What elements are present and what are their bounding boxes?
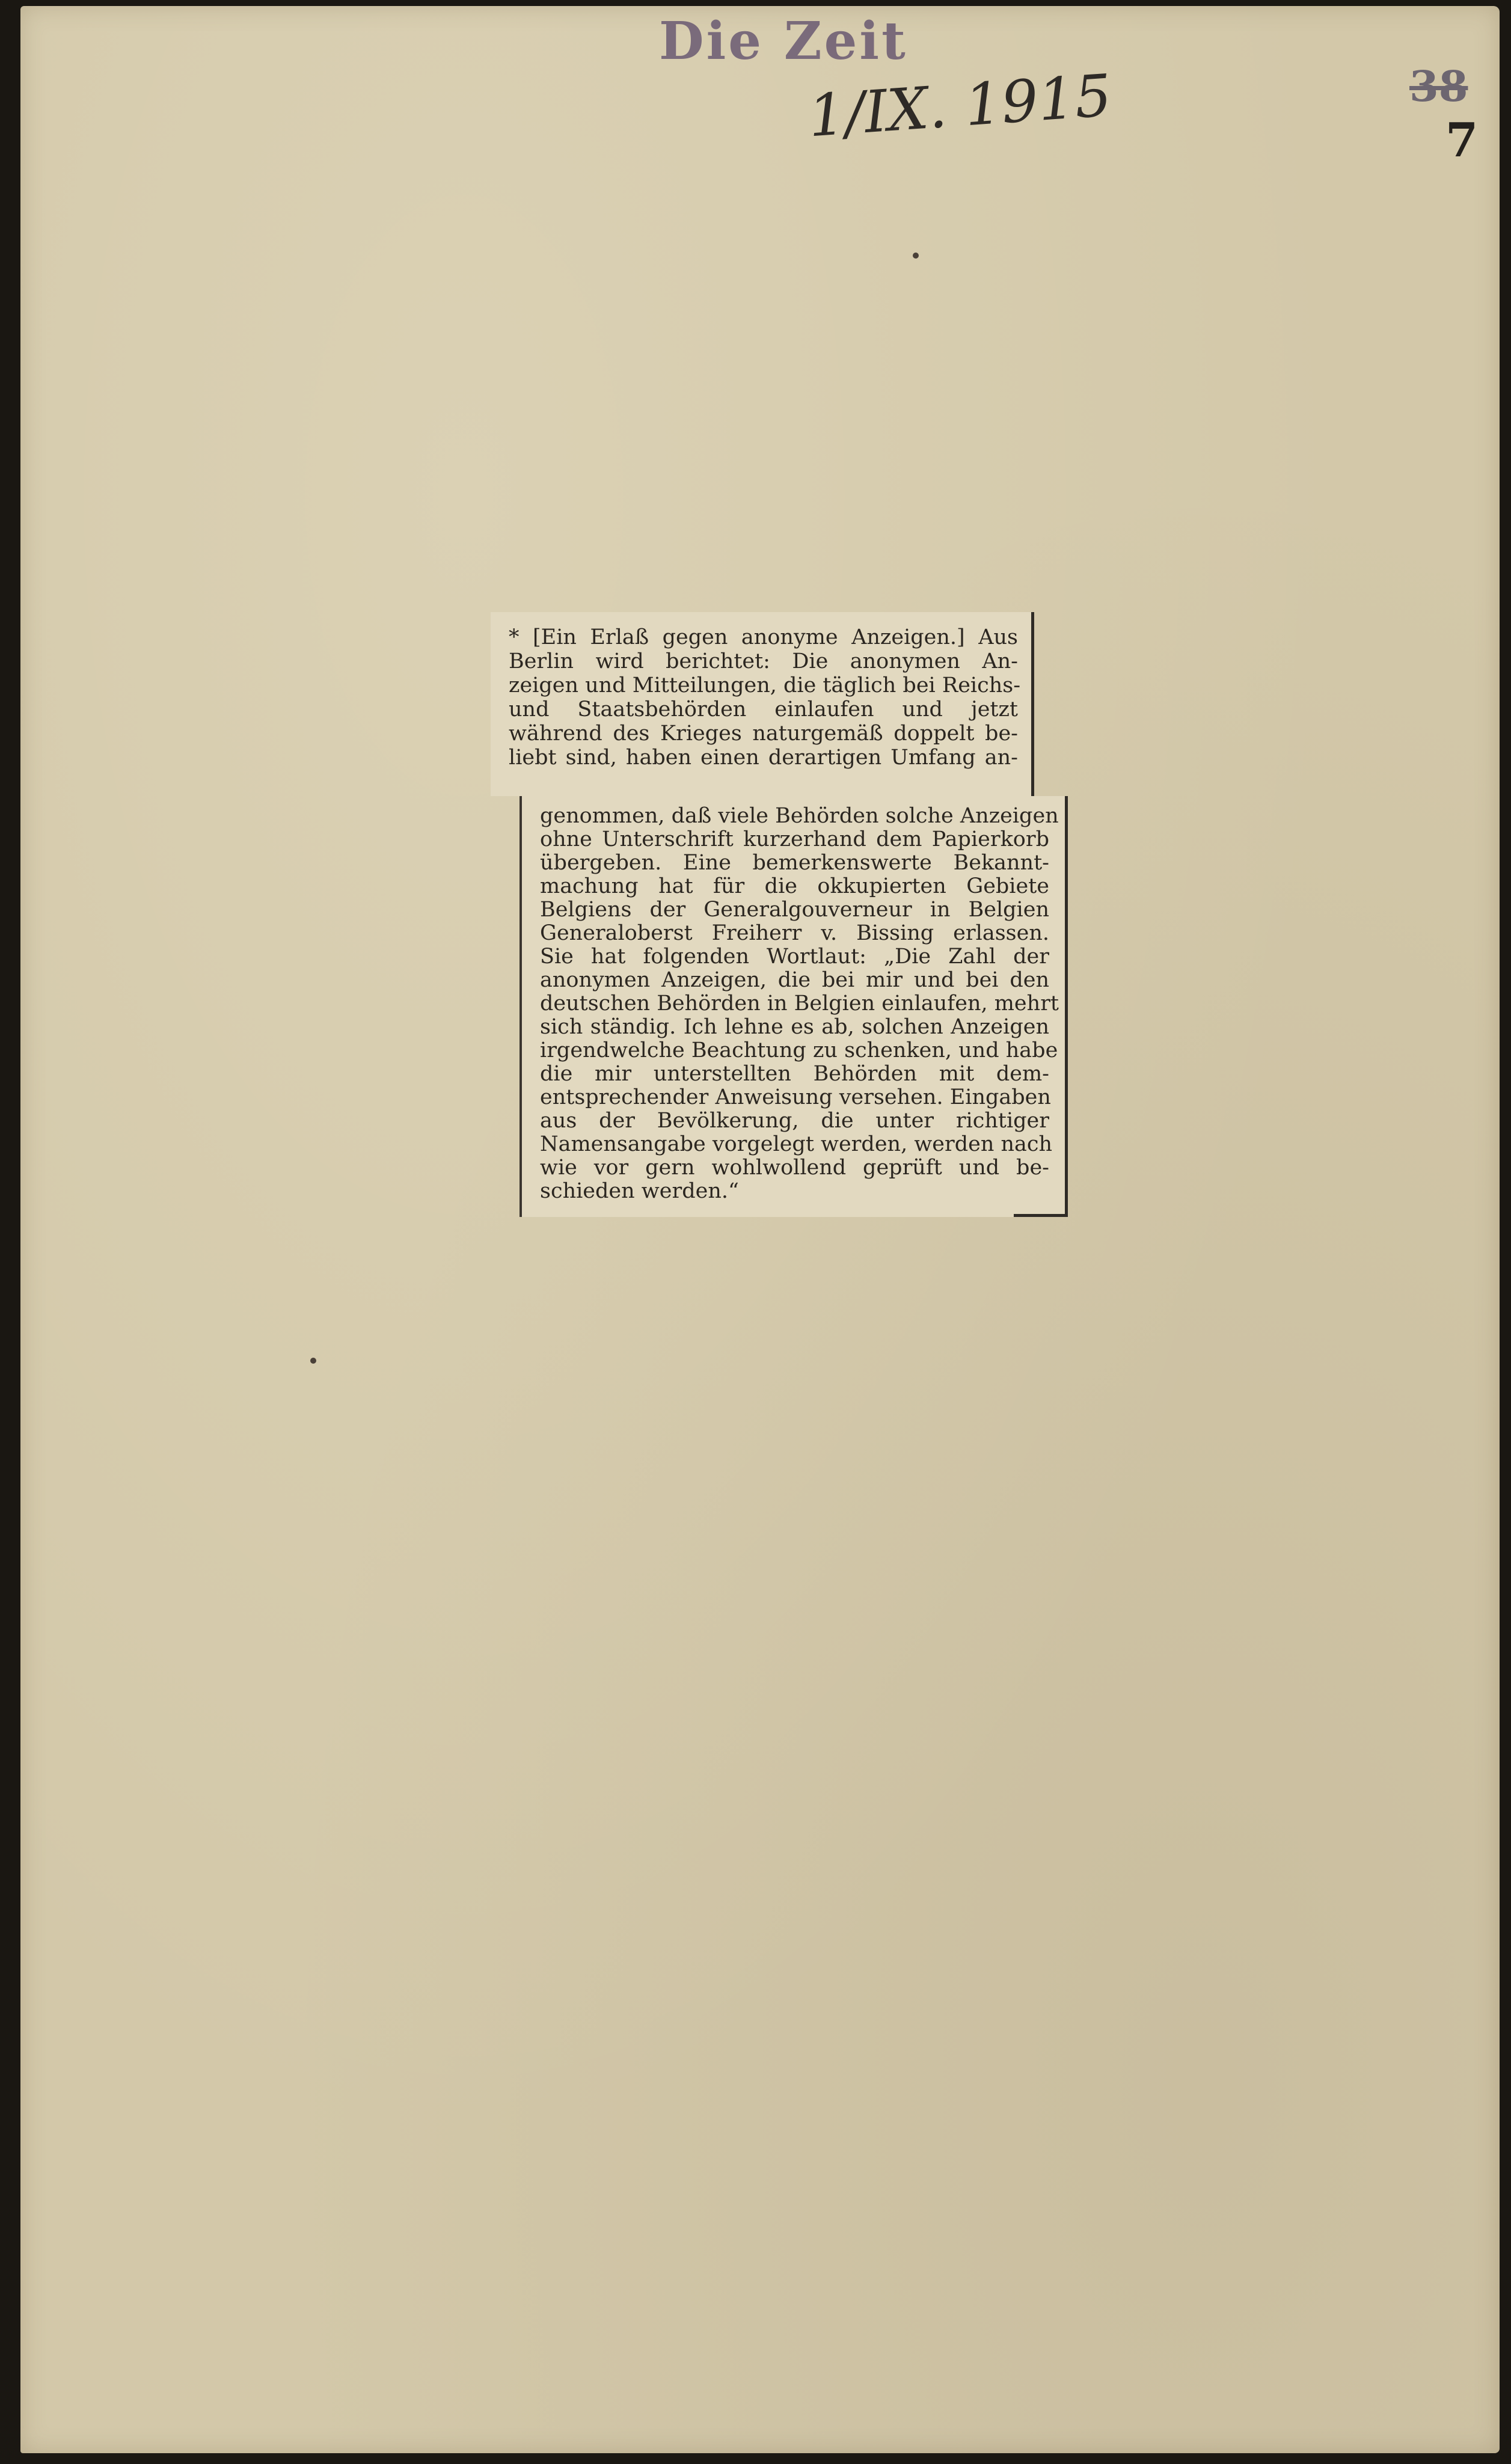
newspaper-clipping-part-2 [520, 796, 1068, 1217]
clipping-line: Sie hat folgenden Wortlaut: „Die Zahl der [540, 945, 1049, 969]
clipping-line: genommen, daß viele Behörden solche Anzeigen [540, 804, 1059, 828]
clipping-line: deutschen Behörden in Belgien einlaufen, mehrt [540, 991, 1059, 1016]
clipping-line: zeigen und Mitteilungen, die täglich bei Reichs- [509, 673, 1021, 697]
clipping-line: aus der Bevölkerung, die unter richtiger [540, 1109, 1049, 1133]
clipping-line: liebt sind, haben einen derartigen Umfang an- [509, 746, 1018, 770]
clipping-line: sich ständig. Ich lehne es ab, solchen Anzeigen [540, 1015, 1049, 1039]
paper-speck [913, 253, 919, 259]
clipping-line: wie vor gern wohlwollend geprüft und be- [540, 1156, 1049, 1180]
handwritten-date: 1/IX. 1915 [806, 61, 1114, 150]
clipping-line: die mir unterstellten Behörden mit dem- [540, 1062, 1049, 1086]
clipping-line: Belgiens der Generalgouverneur in Belgien [540, 898, 1049, 922]
clipping-line: irgendwelche Beachtung zu schenken, und habe [540, 1038, 1058, 1062]
archive-page [20, 6, 1500, 2453]
newspaper-clipping-part-1 [491, 612, 1034, 796]
clipping-line: ohne Unterschrift kurzerhand dem Papierkorb [540, 827, 1049, 851]
clipping-line: schieden werden.“ [540, 1179, 739, 1203]
clipping-line: Generaloberst Freiherr v. Bissing erlassen. [540, 921, 1049, 945]
paper-speck [310, 1358, 316, 1364]
clipping-line: Berlin wird berichtet: Die anonymen An- [509, 649, 1018, 673]
folio-number: 7 [1445, 113, 1479, 168]
clipping-line: während des Krieges naturgemäß doppelt be- [509, 722, 1018, 746]
clipping-line: anonymen Anzeigen, die bei mir und bei den [540, 968, 1049, 992]
clipping-line: machung hat für die okkupierten Gebiete [540, 874, 1049, 898]
clipping-line: und Staatsbehörden einlaufen und jetzt [509, 697, 1018, 722]
clipping-line: übergeben. Eine bemerkenswerte Bekannt- [540, 851, 1049, 875]
newspaper-name-stamp: Die Zeit [659, 11, 908, 72]
clipping-line: entsprechender Anweisung versehen. Eingaben [540, 1085, 1051, 1109]
crossed-out-folio-number: 38 [1409, 61, 1468, 111]
clipping-line: Namensangabe vorgelegt werden, werden nach [540, 1132, 1053, 1156]
clipping-line: * [Ein Erlaß gegen anonyme Anzeigen.] Aus [509, 625, 1018, 649]
